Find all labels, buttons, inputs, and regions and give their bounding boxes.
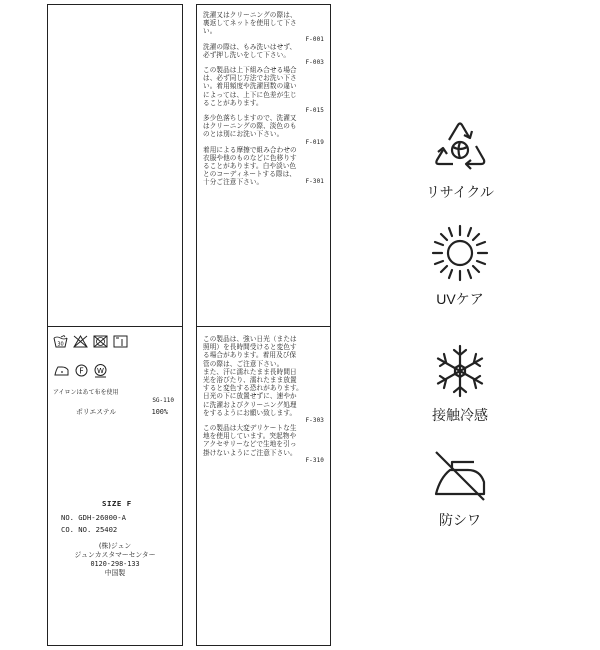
note-line: 地を使用しています。突起物や [203, 432, 297, 441]
note-line: この製品は、強い日光（または [203, 335, 297, 343]
care-notes-top [203, 11, 324, 187]
tag-divider [197, 326, 330, 327]
note-line: い。 [203, 27, 217, 36]
company-name: (株)ジュン [98, 542, 132, 550]
note-line: 必ず押し洗いをして下さい。 [203, 50, 291, 59]
note-line: この製品は上下組み合せる場合 [203, 66, 297, 75]
feature-wrinkle-free [400, 448, 520, 530]
note-code: F-303 [305, 417, 324, 425]
feature-recycle [400, 118, 520, 202]
note-line: 光を浴びたり、濡れたまま放置 [203, 376, 297, 385]
no-bleach-icon [73, 335, 88, 348]
note-line: 十分ご注意下さい。 [203, 178, 264, 187]
tag-divider [48, 326, 182, 327]
note-line: 掛けないようにご注意下さい。 [203, 448, 297, 457]
dry-clean-f-icon [75, 364, 88, 377]
note-code: F-301 [305, 178, 324, 186]
note-last-row [203, 178, 324, 186]
feature-label: リサイクル [425, 184, 495, 200]
feature-label: 防シワ [439, 512, 481, 528]
note-line: い。着用頻度や洗濯回数の違い [203, 82, 297, 91]
note-line: のとは別にお洗い下さい。 [203, 130, 284, 139]
size-label: SIZE F [102, 499, 132, 508]
care-notes-bottom [203, 335, 324, 464]
material-percentage: 100% [151, 408, 168, 416]
phone-number: 0120-298-133 [90, 560, 140, 568]
low-iron-icon [53, 364, 70, 377]
note-line: はクリーニングの際、淡色のも [203, 122, 297, 131]
care-symbols-row [53, 335, 128, 348]
note-line: とのコーディネートする際は、 [203, 170, 296, 179]
line-dry-icon [113, 335, 128, 348]
note-line: に洗濯およびクリーニング処理 [203, 400, 297, 409]
note-line: すると変色する恐れがあります。 [203, 384, 303, 393]
note-line: 衣服や他のものなどに色移りす [203, 153, 297, 162]
wet-clean-w-icon [93, 363, 108, 378]
snowflake-icon [432, 343, 488, 399]
iron-note: アイロンはあて布を使用 [53, 389, 119, 396]
note-line: は、必ず同じ方法でお洗い下さ [203, 74, 297, 83]
note-line: 着用による摩擦で組み合わせの [203, 145, 297, 154]
no-iron-icon [430, 448, 490, 504]
note-line: 管の際は、ご注意下さい。 [203, 359, 284, 368]
care-label-tag-left [47, 4, 183, 646]
sun-icon [430, 223, 490, 283]
note-line: アクセサリーなどで生地を引っ [203, 440, 297, 449]
note-line: 照明）を長時間受けると変色す [203, 343, 297, 352]
feature-label: UVケア [436, 291, 484, 307]
note-line: 多少色落ちしますので、洗濯又 [203, 114, 297, 123]
no-tumble-dry-icon [93, 335, 108, 348]
country-of-origin: 中国製 [104, 569, 126, 577]
customer-center: ジュンカスタマーセンター [74, 551, 156, 559]
note-code: F-019 [305, 138, 324, 146]
note-code: F-310 [305, 456, 324, 464]
note-line: 洗濯の際は、もみ洗いはせず、 [203, 42, 297, 51]
co-number: CO. NO. 25402 [61, 525, 118, 534]
feature-cool-touch [400, 343, 520, 425]
wet-clean-letter: W [97, 366, 104, 375]
care-label-tag-right [196, 4, 331, 646]
note-line: ることがあります。白や淡い色 [203, 162, 297, 171]
note-line: ることがあります。 [203, 98, 263, 107]
note-line: この製品は大変デリケートな生 [203, 424, 297, 433]
note-code: F-001 [305, 35, 324, 43]
wash-temp: 30 [57, 341, 64, 348]
note-line: 裏返してネットを使用して下さ [203, 19, 297, 28]
note-code: F-003 [305, 59, 324, 67]
care-symbols-row-2 [53, 363, 108, 378]
model-number: NO. GDH-26000-A [61, 513, 126, 522]
note-line: る場合があります。着用及び保 [203, 351, 297, 360]
dry-clean-letter: F [79, 366, 84, 376]
note-line: によっては、上下に色差が生じ [203, 90, 297, 99]
note-line: をするようにお願い致します。 [203, 408, 297, 417]
note-code: F-015 [305, 107, 324, 115]
feature-uv-care [400, 223, 520, 309]
recycle-icon [429, 118, 491, 176]
hand-wash-icon [53, 335, 68, 348]
sg-code: SG-110 [152, 397, 174, 404]
feature-label: 接触冷感 [432, 407, 488, 423]
note-line: 日光の下に放置せずに、速やか [203, 392, 297, 401]
note-line: また、汗に濡れたまま長時間日 [203, 367, 297, 376]
material: ポリエステル [76, 408, 117, 416]
note-line: 洗濯又はクリーニングの際は、 [203, 11, 297, 19]
